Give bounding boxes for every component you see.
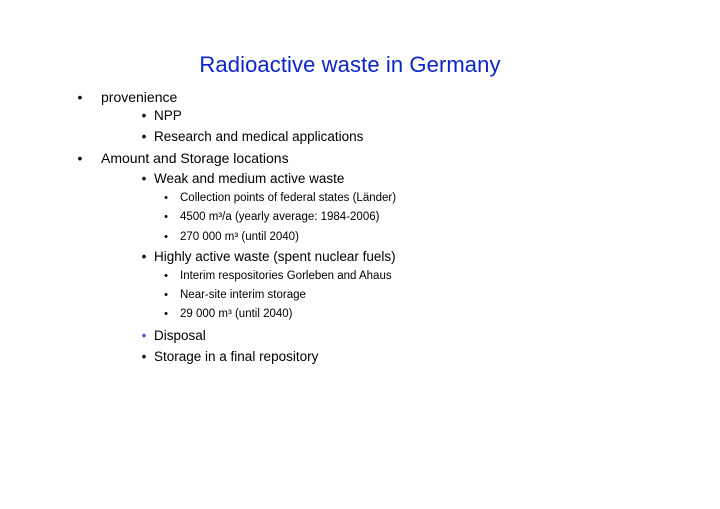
bullet-icon: • xyxy=(164,308,168,320)
bullet-text: Weak and medium active waste xyxy=(154,171,345,186)
bullet-text: 29 000 m³ (until 2040) xyxy=(180,308,293,320)
bullet-icon: • xyxy=(77,89,83,105)
bullet-icon: • xyxy=(164,192,168,204)
bullet-text: provenience xyxy=(101,89,178,105)
bullet-text: 270 000 m³ (until 2040) xyxy=(180,231,299,243)
bullet-icon: • xyxy=(141,171,147,186)
accent-bullet-icon: • xyxy=(141,328,147,343)
bullet-icon: • xyxy=(164,211,168,223)
bullet-text: Near-site interim storage xyxy=(180,289,306,301)
bullet-icon: • xyxy=(164,289,168,301)
bullet-icon: • xyxy=(77,150,83,166)
bullet-text: Collection points of federal states (Länder) xyxy=(180,192,397,204)
bullet-text: Research and medical applications xyxy=(154,129,364,144)
bullet-text: NPP xyxy=(154,108,182,123)
bullet-icon: • xyxy=(141,349,147,364)
bullet-icon: • xyxy=(141,249,147,264)
slide-title: Radioactive waste in Germany xyxy=(199,52,501,77)
bullet-text: Amount and Storage locations xyxy=(101,150,289,166)
bullet-icon: • xyxy=(141,129,147,144)
bullet-text: Highly active waste (spent nuclear fuels) xyxy=(154,249,396,264)
bullet-text: Interim respositories Gorleben and Ahaus xyxy=(180,270,392,282)
bullet-text: 4500 m³/a (yearly average: 1984-2006) xyxy=(180,211,380,223)
bullet-icon: • xyxy=(164,231,168,243)
bullet-icon: • xyxy=(141,108,147,123)
bullet-text: Disposal xyxy=(154,328,206,343)
bullet-icon: • xyxy=(164,270,168,282)
bullet-text: Storage in a final repository xyxy=(154,349,319,364)
